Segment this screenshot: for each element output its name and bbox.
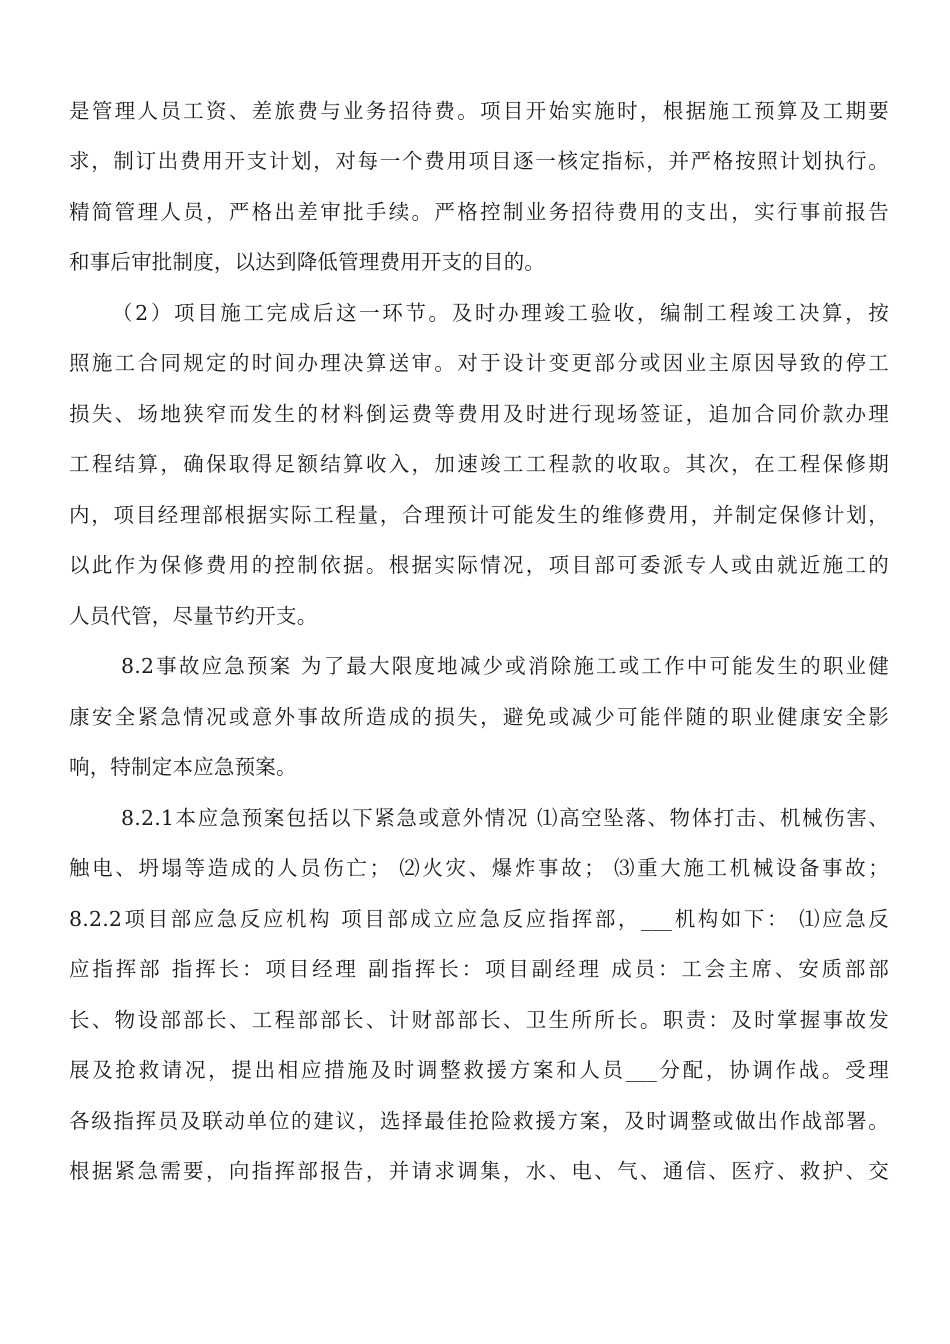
text-line-3: 精简管理人员，严格出差审批手续。严格控制业务招待费用的支出，实行事前报告: [69, 200, 889, 224]
section-8-2-line-2: 康安全紧急情况或意外事故所造成的损失，避免或减少可能伴随的职业健康安全影: [69, 705, 889, 729]
section-8-2-line-1: 8.2事故应急预案 为了最大限度地减少或消除施工或工作中可能发生的职业健: [121, 654, 889, 678]
paragraph-2-line-6: 以此作为保修费用的控制依据。根据实际情况，项目部可委派专人或由就近施工的: [69, 553, 889, 577]
paragraph-2-line-2: 照施工合同规定的时间办理决算送审。对于设计变更部分或因业主原因导致的停工: [69, 351, 889, 375]
text-line-2: 求，制订出费用开支计划，对每一个费用项目逐一核定指标，并严格按照计划执行。: [69, 149, 889, 173]
section-8-2-2-line-2: 应指挥部 指挥长：项目经理 副指挥长：项目副经理 成员：工会主席、安质部部: [69, 957, 889, 981]
section-8-2-2-line-4: 展及抢救请况，提出相应措施及时调整救援方案和人员___分配，协调作战。受理: [69, 1058, 889, 1082]
section-8-2-1-line-1: 8.2.1本应急预案包括以下紧急或意外情况 ⑴高空坠落、物体打击、机械伤害、: [121, 806, 889, 830]
section-8-2-2-line-6: 根据紧急需要，向指挥部报告，并请求调集，水、电、气、通信、医疗、救护、交: [69, 1159, 889, 1183]
section-8-2-1-line-2: 触电、坍塌等造成的人员伤亡； ⑵火灾、爆炸事故； ⑶重大施工机械设备事故；: [69, 856, 889, 880]
paragraph-2-line-3: 损失、场地狭窄而发生的材料倒运费等费用及时进行现场签证，追加合同价款办理: [69, 402, 889, 426]
paragraph-2-line-5: 内，项目经理部根据实际工程量，合理预计可能发生的维修费用，并制定保修计划，: [69, 503, 889, 527]
section-8-2-2-line-1: 8.2.2项目部应急反应机构 项目部成立应急反应指挥部，___机构如下： ⑴应急反: [69, 907, 889, 931]
section-8-2-2-line-5: 各级指挥员及联动单位的建议，选择最佳抢险救援方案，及时调整或做出作战部署。: [69, 1109, 889, 1133]
text-line-1: 是管理人员工资、差旅费与业务招待费。项目开始实施时，根据施工预算及工期要: [69, 99, 889, 123]
paragraph-2-line-7: 人员代管，尽量节约开支。: [69, 604, 318, 628]
paragraph-2-line-4: 工程结算，确保取得足额结算收入，加速竣工工程款的收取。其次，在工程保修期: [69, 452, 889, 476]
section-8-2-line-3: 响，特制定本应急预案。: [69, 755, 297, 779]
paragraph-2-line-1: （2）项目施工完成后这一环节。及时办理竣工验收，编制工程竣工决算，按: [112, 301, 889, 325]
section-8-2-2-line-3: 长、物设部部长、工程部部长、计财部部长、卫生所所长。职责：及时掌握事故发: [69, 1008, 889, 1032]
text-line-4: 和事后审批制度，以达到降低管理费用开支的目的。: [69, 250, 546, 274]
